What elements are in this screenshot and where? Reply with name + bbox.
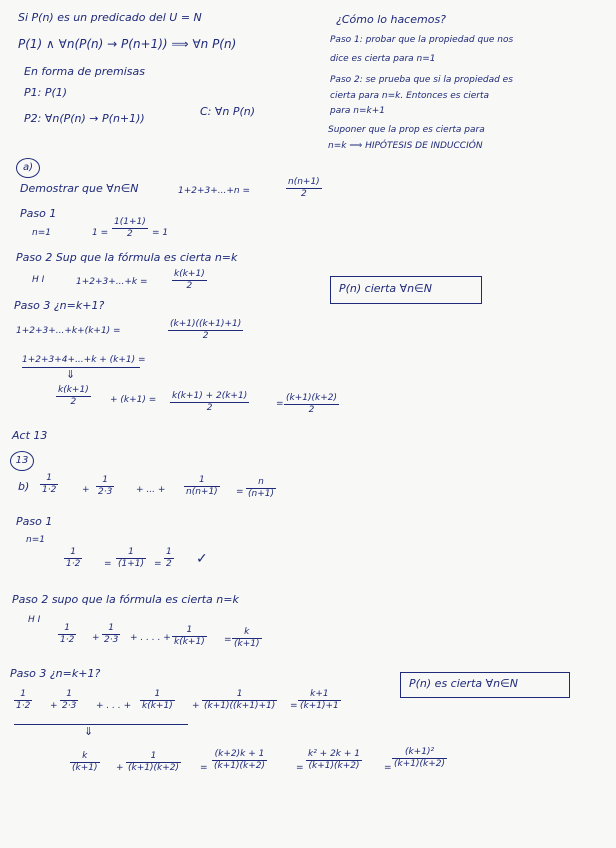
b-l2-t5: (k+1)² (k+1)(k+2) xyxy=(394,747,446,770)
b-l2-eq2: = xyxy=(296,763,304,773)
b-l1-t2: 1 2·3 xyxy=(62,689,77,712)
right-paso1-b: dice es cierta para n=1 xyxy=(330,54,436,64)
b-arrow: ⇓ xyxy=(84,725,94,738)
premise-p2: P2: ∀n(P(n) → P(n+1)) xyxy=(24,112,145,125)
b-l1-t4: 1 (k+1)((k+1)+1) xyxy=(204,689,276,712)
b-t3: 1 n(n+1) xyxy=(186,475,218,498)
a-f1: k(k+1) 2 xyxy=(58,385,89,408)
act-number: 13 xyxy=(10,451,34,471)
a-paso3-line2: 1+2+3+4+...+k + (k+1) = xyxy=(22,355,146,365)
b-rhs: n (n+1) xyxy=(248,477,274,500)
b-hi-rhs: k (k+1) xyxy=(234,627,260,650)
exercise-a-rhs: n(n+1) 2 xyxy=(288,177,320,200)
premise-conclusion: C: ∀n P(n) xyxy=(200,105,256,118)
b-eq: = xyxy=(236,487,244,497)
right-question: ¿Cómo lo hacemos? xyxy=(336,13,447,26)
b-l1-t1: 1 1·2 xyxy=(16,689,31,712)
right-paso2-c: para n=k+1 xyxy=(330,106,386,116)
exercise-b-label: b) xyxy=(18,480,30,493)
a-paso3-line1-frac: (k+1)((k+1)+1) 2 xyxy=(170,319,242,342)
b-plus-1: + xyxy=(82,485,90,495)
a-paso1-result: = 1 xyxy=(152,228,169,238)
b-p1-eq1: = xyxy=(104,559,112,569)
b-hi-label: H I xyxy=(28,615,41,625)
b-t1: 1 1·2 xyxy=(42,473,57,496)
a-arrow: ⇓ xyxy=(66,368,76,381)
b-hi-dots: + . . . . + xyxy=(130,633,171,643)
right-paso2-a: Paso 2: se prueba que si la propiedad es xyxy=(330,75,513,85)
b-l2-eq1: = xyxy=(200,763,208,773)
a-paso3-line1: 1+2+3+...+k+(k+1) = xyxy=(16,326,121,336)
b-hi-t2: 1 2·3 xyxy=(104,623,119,646)
b-l2-t1: k (k+1) xyxy=(72,751,98,774)
right-paso1-a: Paso 1: probar que la propiedad que nos xyxy=(330,35,514,45)
b-l1-plus-1: + xyxy=(50,701,58,711)
b-p1-a: 1 1·2 xyxy=(66,547,81,570)
b-l2-t2: 1 (k+1)(k+2) xyxy=(128,751,180,774)
a-paso2-label: Paso 2 Sup que la fórmula es cierta n=k xyxy=(16,251,238,264)
exercise-a-label: a) xyxy=(16,158,40,178)
exercise-a-sum: 1+2+3+...+n = xyxy=(178,186,251,196)
right-supon-b: n=k ⟹ HIPÓTESIS DE INDUCCIÓN xyxy=(328,141,483,151)
b-hi-t3: 1 k(k+1) xyxy=(174,625,205,648)
b-l1-eq: = xyxy=(290,701,298,711)
b-dots: + ... + xyxy=(136,485,166,495)
b-l1-plus-2: + xyxy=(192,701,200,711)
b-hi-t1: 1 1·2 xyxy=(60,623,75,646)
a-boxed-conclusion: P(n) cierta ∀n∈N xyxy=(330,276,482,304)
b-paso3-label: Paso 3 ¿n=k+1? xyxy=(10,667,101,680)
b-underline xyxy=(14,724,188,725)
b-l1-t3: 1 k(k+1) xyxy=(142,689,173,712)
b-l2-eq3: = xyxy=(384,763,392,773)
b-l2-t4: k² + 2k + 1 (k+1)(k+2) xyxy=(308,749,361,772)
a-paso3-label: Paso 3 ¿n=k+1? xyxy=(14,299,105,312)
b-hi-plus-1: + xyxy=(92,633,100,643)
b-p1-c: 1 2 xyxy=(166,547,172,570)
b-p1-b: 1 (1+1) xyxy=(118,547,145,570)
b-boxed-conclusion: P(n) es cierta ∀n∈N xyxy=(400,672,570,698)
a-plus-k1: + (k+1) = xyxy=(110,395,157,405)
b-hi-eq: = xyxy=(224,635,232,645)
b-t2: 1 2·3 xyxy=(98,475,113,498)
check-icon: ✓ xyxy=(196,551,208,567)
a-f2: k(k+1) + 2(k+1) 2 xyxy=(172,391,248,414)
right-paso2-b: cierta para n=k. Entonces es cierta xyxy=(330,91,490,101)
b-l1-rhs: k+1 (k+1)+1 xyxy=(300,689,339,712)
a-paso1-lhs: 1 = xyxy=(92,228,109,238)
a-paso1-n: n=1 xyxy=(32,228,51,238)
b-paso1-n: n=1 xyxy=(26,535,45,545)
b-paso2-label: Paso 2 supo que la fórmula es cierta n=k xyxy=(12,593,239,606)
a-hi-frac: k(k+1) 2 xyxy=(174,269,205,292)
a-eq: = xyxy=(276,399,284,409)
b-l1-dots: + . . . + xyxy=(96,701,132,711)
a-underline xyxy=(22,367,140,368)
a-paso1-frac: 1(1+1) 2 xyxy=(114,217,146,240)
intro-line-2: P(1) ∧ ∀n(P(n) → P(n+1)) ⟹ ∀n P(n) xyxy=(18,37,237,51)
b-l2-t3: (k+2)k + 1 (k+1)(k+2) xyxy=(214,749,266,772)
b-paso1-label: Paso 1 xyxy=(16,515,53,528)
a-paso1-label: Paso 1 xyxy=(20,207,57,220)
right-supon-a: Suponer que la prop es cierta para xyxy=(328,125,485,135)
b-p1-eq2: = xyxy=(154,559,162,569)
intro-line-1: Si P(n) es un predicado del U = N xyxy=(18,11,202,24)
act-title: Act 13 xyxy=(12,429,48,442)
a-hi-sum: 1+2+3+...+k = xyxy=(76,277,148,287)
a-f3: (k+1)(k+2) 2 xyxy=(286,393,338,416)
exercise-a-statement: Demostrar que ∀n∈N xyxy=(20,182,139,195)
a-hi-label: H I xyxy=(32,275,45,285)
intro-line-3: En forma de premisas xyxy=(24,65,145,78)
b-l2-plus: + xyxy=(116,763,124,773)
premise-p1: P1: P(1) xyxy=(24,86,68,99)
